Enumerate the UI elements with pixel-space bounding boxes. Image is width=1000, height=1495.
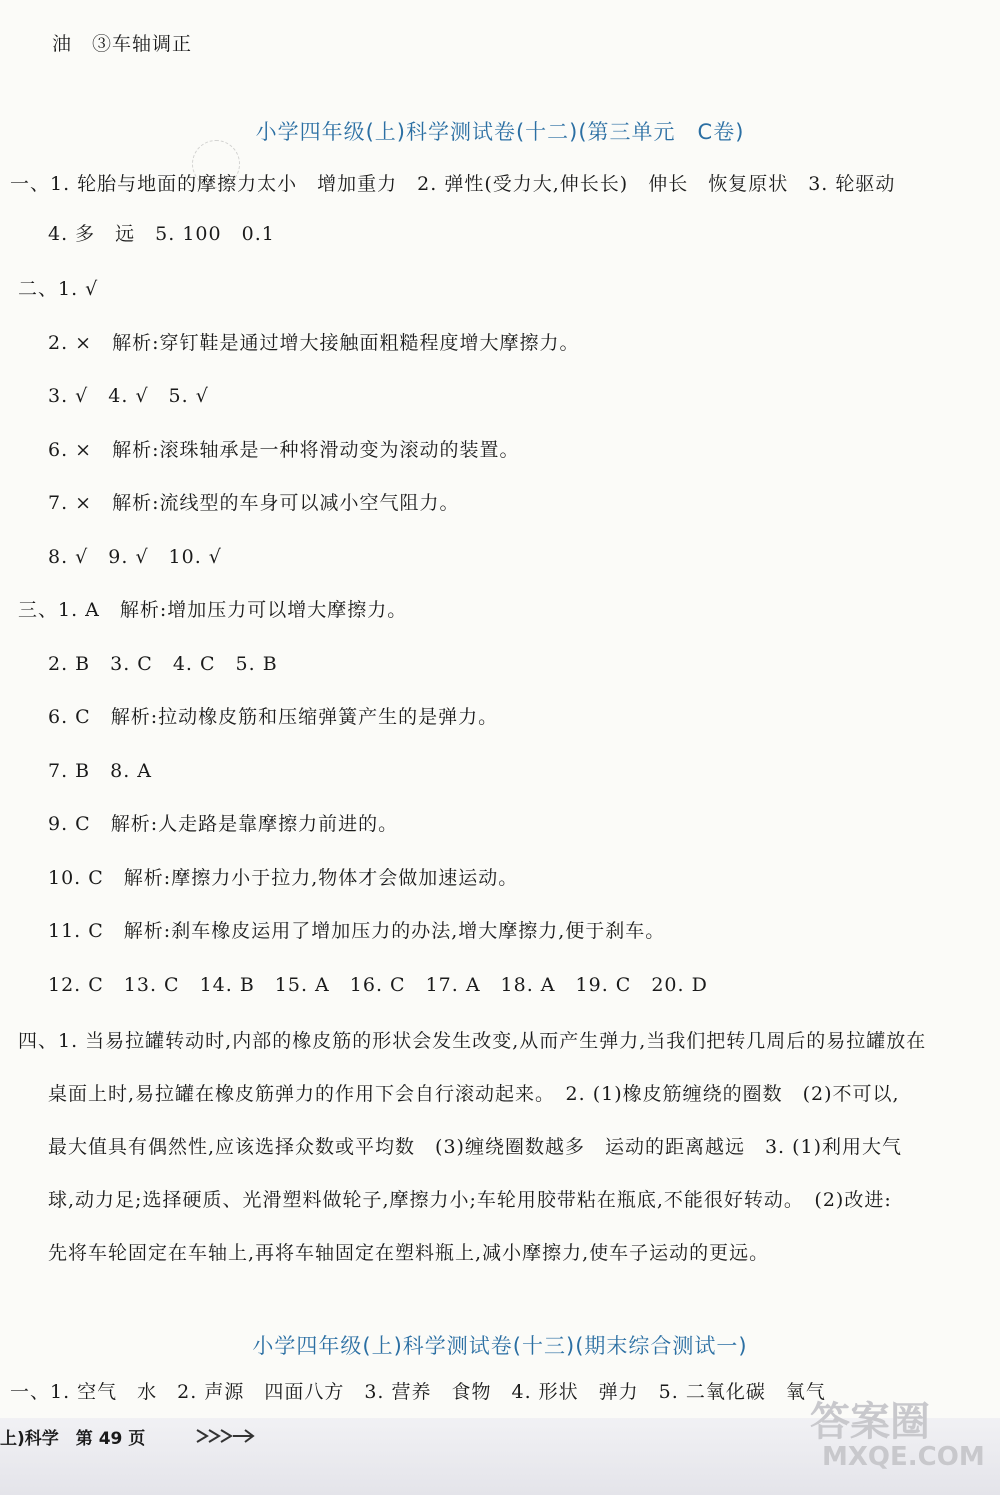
section12-line-4: 2. × 解析:穿钉鞋是通过增大接触面粗糙程度增大摩擦力。 <box>48 332 580 354</box>
section12-line-14: 10. C 解析:摩擦力小于拉力,物体才会做加速运动。 <box>48 867 519 889</box>
watermark <box>810 1390 990 1490</box>
section12-line-17: 四、1. 当易拉罐转动时,内部的橡皮筋的形状会发生改变,从而产生弹力,当我们把转几周后的易拉罐放在 <box>18 1030 927 1052</box>
section12-line-12: 7. B 8. A <box>48 760 153 782</box>
section12-line-1: 一、1. 轮胎与地面的摩擦力太小 增加重力 2. 弹性(受力大,伸长长) 伸长 恢复原状 3. 轮驱动 <box>10 173 896 195</box>
section12-line-18: 桌面上时,易拉罐在橡皮筋弹力的作用下会自行滚动起来。 2. (1)橡皮筋缠绕的圈数 (2)不可以, <box>48 1083 900 1105</box>
watermark-url: MXQE.COM <box>822 1442 985 1472</box>
section12-line-11: 6. C 解析:拉动橡皮筋和压缩弹簧产生的是弹力。 <box>48 706 499 728</box>
section13-line-1: 一、1. 空气 水 2. 声源 四面八方 3. 营养 食物 4. 形状 弹力 5. 二氧化碳 氧气 <box>10 1381 826 1403</box>
section12-line-19: 最大值具有偶然性,应该选择众数或平均数 (3)缠绕圈数越多 运动的距离越远 3. (1)利用大气 <box>48 1136 903 1158</box>
section12-line-21: 先将车轮固定在车轴上,再将车轴固定在塑料瓶上,减小摩擦力,使车子运动的更远。 <box>48 1242 770 1264</box>
section12-line-20: 球,动力足;选择硬质、光滑塑料做轮子,摩擦力小;车轮用胶带粘在瓶底,不能很好转动。 (2)改进: <box>48 1189 892 1211</box>
section12-line-6: 6. × 解析:滚珠轴承是一种将滑动变为滚动的装置。 <box>48 439 520 461</box>
section12-title: 小学四年级(上)科学测试卷(十二)(第三单元 C卷) <box>255 120 745 144</box>
page-footer-label: 上)科学 第 49 页 <box>0 1429 146 1449</box>
section12-line-5: 3. √ 4. √ 5. √ <box>48 385 209 407</box>
section13-title: 小学四年级(上)科学测试卷(十三)(期末综合测试一) <box>252 1334 748 1358</box>
section12-line-2: 4. 多 远 5. 100 0.1 <box>48 223 275 245</box>
section12-line-3: 二、1. √ <box>18 278 99 300</box>
watermark-logo: 答案圈 <box>810 1399 930 1445</box>
section12-line-7: 7. × 解析:流线型的车身可以减小空气阻力。 <box>48 492 460 514</box>
section12-line-16: 12. C 13. C 14. B 15. A 16. C 17. A 18. A 19. C 20. D <box>48 974 708 996</box>
top-line: 油 ③车轴调正 <box>52 33 193 55</box>
section12-line-8: 8. √ 9. √ 10. √ <box>48 546 222 568</box>
chevron-arrows-icon <box>195 1424 255 1448</box>
section12-line-10: 2. B 3. C 4. C 5. B <box>48 653 278 675</box>
section12-line-15: 11. C 解析:刹车橡皮运用了增加压力的办法,增大摩擦力,便于刹车。 <box>48 920 666 942</box>
section12-line-13: 9. C 解析:人走路是靠摩擦力前进的。 <box>48 813 399 835</box>
section12-line-9: 三、1. A 解析:增加压力可以增大摩擦力。 <box>18 599 408 621</box>
